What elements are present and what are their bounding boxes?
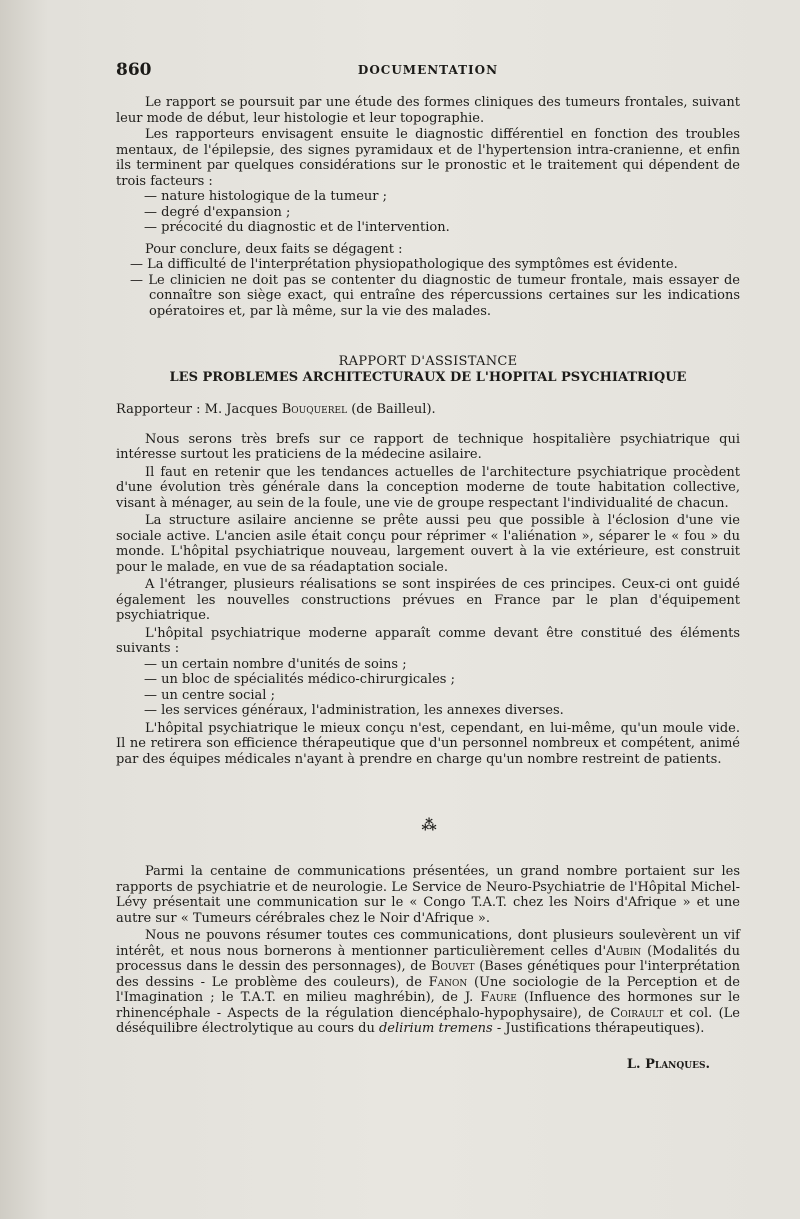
italic-term: delirium tremens: [378, 1021, 493, 1036]
signature: L. Planques.: [626, 1056, 710, 1072]
section-separator-asterism: ⁂: [421, 816, 435, 834]
list-item: — un centre social ;: [144, 687, 275, 703]
author-name: Aubin: [606, 943, 642, 959]
paragraph: Nous serons très brefs sur ce rapport de technique hospitalière psychiatrique qui intéresse surtout les praticiens de la médecine asilaire.: [116, 431, 740, 462]
rapporteur-line: Rapporteur : M. Jacques Bouquerel (de Bailleul).: [116, 402, 436, 417]
section-title: LES PROBLEMES ARCHITECTURAUX DE L'HOPITAL PSYCHIATRIQUE: [169, 369, 687, 385]
paragraph: Le rapport se poursuit par une étude des formes cliniques des tumeurs frontales, suivant leur mode de début, leur histologie et leur topographie.: [116, 95, 740, 126]
section-communications: [116, 864, 740, 1072]
paragraph: Pour conclure, deux faits se dégagent :: [145, 241, 403, 257]
list-item: — nature histologique de la tumeur ;: [144, 189, 388, 204]
list-item: — degré d'expansion ;: [144, 204, 291, 220]
list-item: — Le clinicien ne doit pas se contenter du diagnostic de tumeur frontale, mais essayer de connaître son siège exact, qui entraîne des répercussions certaines sur les indications opératoires et, par là même, sur la vie des malades.: [130, 272, 740, 319]
author-name: Coirault: [610, 1005, 664, 1021]
running-title: DOCUMENTATION: [357, 63, 499, 77]
list-item: — les services généraux, l'administration, les annexes diverses.: [144, 703, 564, 718]
list-item: — La difficulté de l'interprétation physiopathologique des symptômes est évidente.: [130, 257, 678, 272]
paragraph: La structure asilaire ancienne se prête aussi peu que possible à l'éclosion d'une vie sociale active. L'ancien asile était conçu pour réprimer « l'aliénation », séparer le « fou » du monde. L'hôpital psychiatrique nouveau, largement ouvert à la vie extérieure, est construit pour le malade, en vue de sa réadaptation sociale.: [116, 513, 740, 575]
author-name: Bouquerel: [281, 402, 348, 417]
list-item: — un certain nombre d'unités de soins ;: [144, 656, 407, 672]
paragraph: A l'étranger, plusieurs réalisations se sont inspirées de ces principes. Ceux-ci ont guidé également les nouvelles constructions prévues en France par le plan d'équipement psychiatrique.: [116, 577, 740, 623]
author-name: Bouvet: [430, 959, 475, 974]
section-heading: RAPPORT D'ASSISTANCE: [338, 354, 518, 369]
paragraph: L'hôpital psychiatrique moderne apparaît comme devant être constitué des éléments suivants :: [116, 625, 740, 656]
paragraph: L'hôpital psychiatrique le mieux conçu n'est, cependant, en lui-même, qu'un moule vide. Il ne retirera son efficience thérapeutique que d'un personnel nombreux et compétent, animé par des équipes médicales n'ayant à prendre en charge qu'un nombre restreint de patients.: [116, 720, 740, 767]
author-name: Faure: [480, 990, 517, 1005]
list-item: — précocité du diagnostic et de l'intervention.: [144, 220, 450, 235]
author-name: Fanon: [428, 974, 468, 990]
section-rapport-assistance: [116, 354, 740, 767]
paragraph: Il faut en retenir que les tendances actuelles de l'architecture psychiatrique procèdent d'une évolution très générale dans la conception moderne de toute habitation collective, visant à ménager, au sein de la foule, une vie de groupe respectant l'individualité de chacun.: [116, 464, 740, 511]
running-head: [116, 60, 740, 80]
page-number: 860: [116, 60, 152, 80]
list-item: — un bloc de spécialités médico-chirurgicales ;: [144, 672, 455, 687]
paragraph: Nous ne pouvons résumer toutes ces communications, dont plusieurs soulevèrent un vif intérêt, et nous nous bornerons à mentionner particulièrement celles d'Aubin (Modalités du processus dans le dessin des personnages), de Bouvet (Bases génétiques pour l'interprétation des dessins - Le problème des couleurs), de Fanon (Une sociologie de la Perception et de l'Imagination ; le T.A.T. en milieu maghrébin), de J. Faure (Influence des hormones sur le rhinencéphale - Aspects de la régulation diencéphalo-hypophysaire), de Coirault et col. (Le déséquilibre électrolytique au cours du delirium tremens - Justifications thérapeutiques).: [116, 928, 740, 1036]
section-tumeurs-frontales: [116, 95, 740, 319]
paragraph: Parmi la centaine de communications présentées, un grand nombre portaient sur les rapports de psychiatrie et de neurologie. Le Service de Neuro-Psychiatrie de l'Hôpital Michel-Lévy présentait une communication sur le « Congo T.A.T. chez les Noirs d'Afrique » et une autre sur « Tumeurs cérébrales chez le Noir d'Afrique ».: [116, 864, 740, 926]
paragraph: Les rapporteurs envisagent ensuite le diagnostic différentiel en fonction des troubles mentaux, de l'épilepsie, des signes pyramidaux et de l'hypertension intra-cranienne, et enfin ils terminent par quelques considérations sur le pronostic et le traitement qui dépendent de trois facteurs :: [116, 127, 740, 189]
